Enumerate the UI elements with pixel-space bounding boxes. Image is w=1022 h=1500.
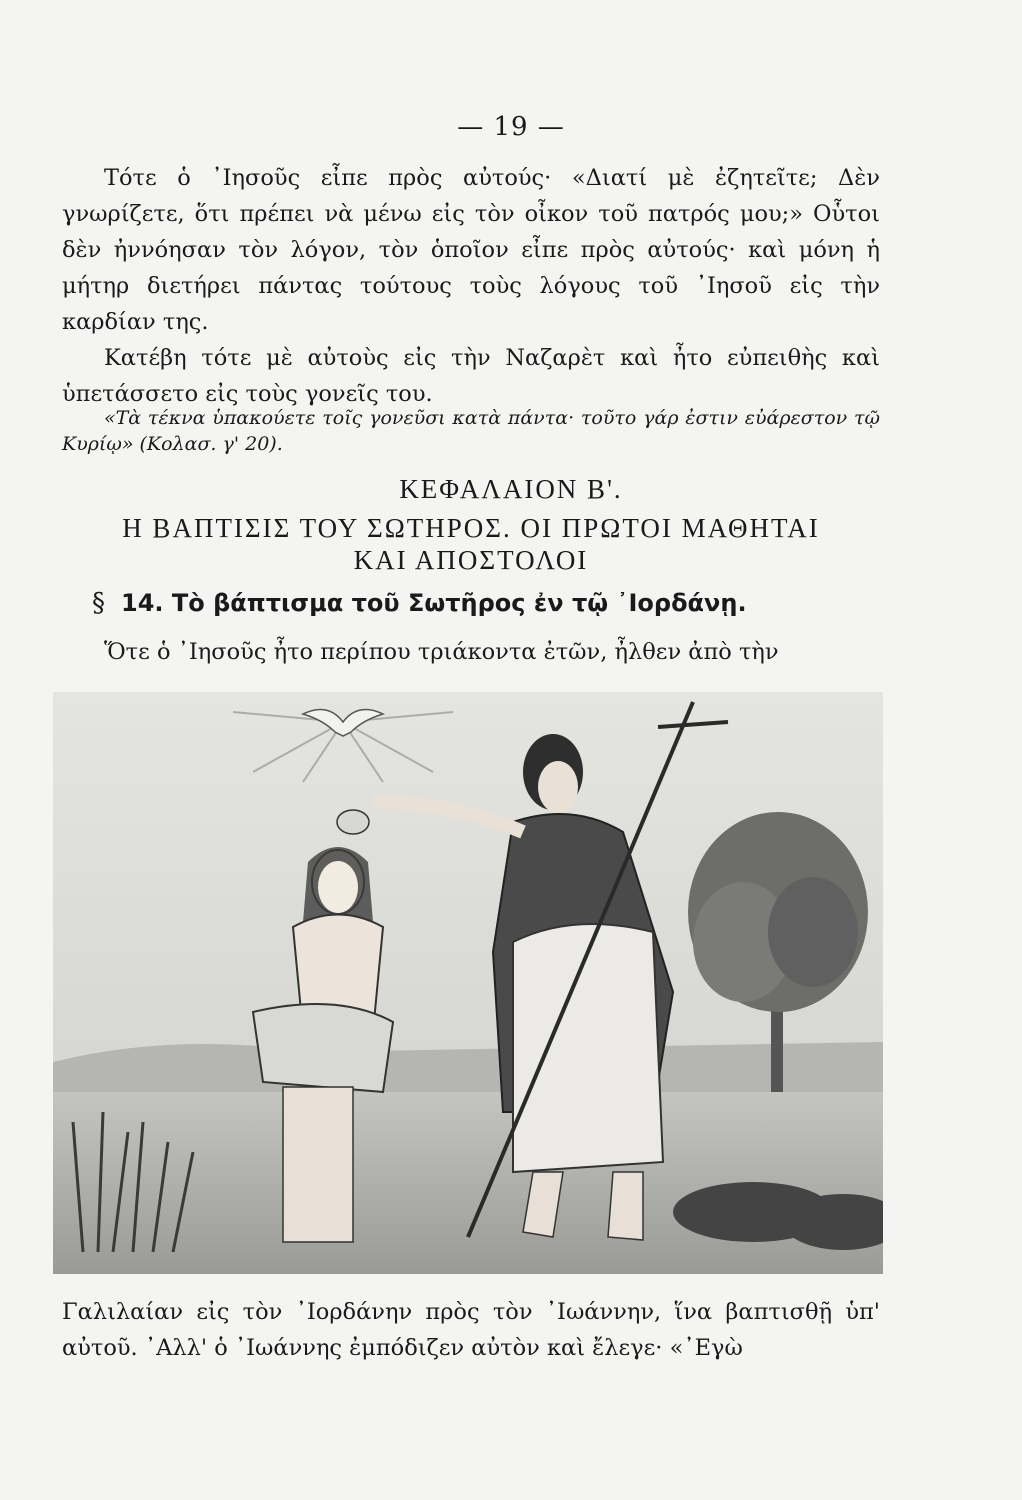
chapter-title-line: Η ΒΑΠΤΙΣΙΣ ΤΟΥ ΣΩΤΗΡΟΣ. ΟΙ ΠΡΩΤΟΙ ΜΑΘΗΤΑΙ (122, 513, 820, 543)
paragraph: Τότε ὁ ᾿Ιησοῦς εἶπε πρὸς αὐτούς· «Διατί μὲ ἐζητεῖτε; Δὲν γνωρίζετε, ὅτι πρέπει νὰ μένω εἰς τὸν οἶκον τοῦ πατρός μου;» Οὗτοι δὲν ἠννόησαν τὸν λόγον, τὸν ὁποῖον εἶπε πρὸς αὐτούς· καὶ μόνη ἡ μήτηρ διετήρει πάντας τούτους τοὺς λόγους τοῦ ᾿Ιησοῦ εἰς τὴν καρδίαν της. (62, 165, 880, 335)
scripture-quote: «Τὰ τέκνα ὑπακούετε τοῖς γονεῦσι κατὰ πάντα· τοῦτο γάρ ἐστιν εὐάρεστον τῷ Κυρίῳ» (Κολασ. γ' 20). (62, 407, 880, 455)
paragraph: Ὅτε ὁ ᾿Ιησοῦς ἦτο περίπου τριάκοντα ἐτῶν, ἦλθεν ἀπὸ τὴν (104, 639, 779, 665)
section-heading (92, 588, 892, 618)
chapter-label: ΚΕΦΑΛΑΙΟΝ Β'. (399, 474, 623, 504)
paragraph: Κατέβη τότε μὲ αὐτοὺς εἰς τὴν Ναζαρὲτ καὶ ἦτο εὐπειθὴς καὶ ὑπετάσσετο εἰς τοὺς γονεῖς του. (62, 345, 880, 407)
section-symbol: § (92, 588, 105, 618)
section-heading-text: 14. Τὸ βάπτισμα τοῦ Σωτῆρος ἐν τῷ ᾿Ιορδάνῃ. (121, 589, 747, 617)
text-block-after-image (62, 1294, 880, 1366)
page-number: — 19 — (457, 112, 565, 142)
illustration-drawing (53, 692, 883, 1274)
text-block-top (62, 160, 880, 412)
chapter-title (62, 512, 880, 576)
chapter-title-line: ΚΑΙ ΑΠΟΣΤΟΛΟΙ (353, 545, 589, 575)
text-block-before-image (62, 634, 880, 670)
baptism-illustration (53, 692, 883, 1274)
paragraph: Γαλιλαίαν εἰς τὸν ᾿Ιορδάνην πρὸς τὸν ᾿Ιωάννην, ἵνα βαπτισθῇ ὑπ' αὐτοῦ. ᾿Αλλ' ὁ ᾿Ιωάννης ἐμπόδιζεν αὐτὸν καὶ ἔλεγε· «᾿Εγὼ (62, 1299, 880, 1361)
